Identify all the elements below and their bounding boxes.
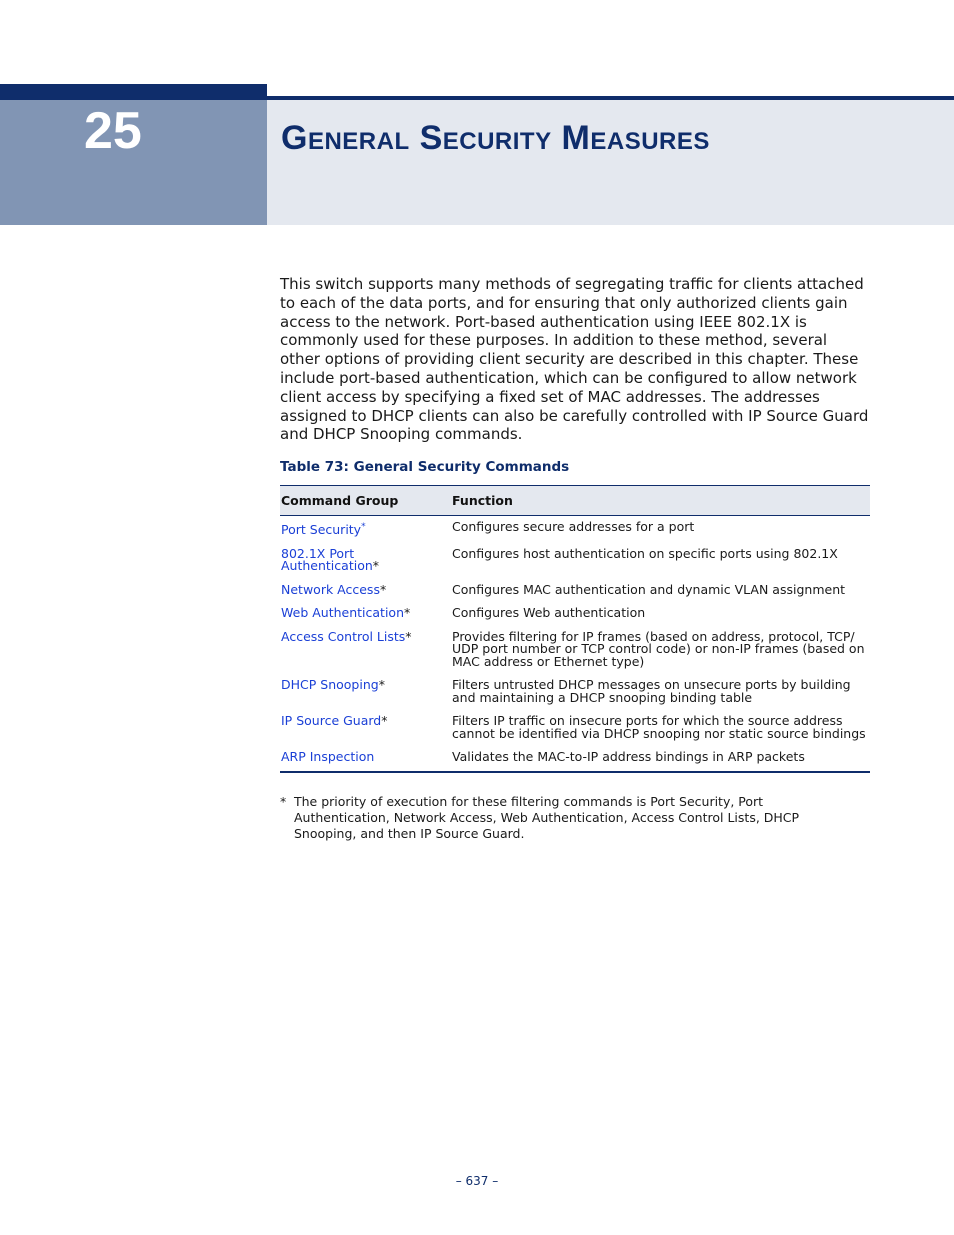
security-commands-table	[280, 485, 870, 773]
table-row	[280, 601, 870, 625]
command-group-cell	[280, 516, 452, 542]
command-group-cell	[280, 578, 452, 602]
command-group-cell	[280, 745, 452, 772]
function-cell: Provides filtering for IP frames (based on address, protocol, TCP/ UDP port number or TCP control code) or non-IP frames (based on MAC address or Ethernet type)	[452, 628, 865, 669]
footnote-marker: *	[372, 558, 380, 574]
table-row	[280, 709, 870, 745]
column-header-function: Function	[452, 486, 870, 516]
command-group-cell	[280, 625, 452, 674]
footnote-marker: *	[404, 605, 411, 621]
command-group-link[interactable]: Port Security	[281, 522, 362, 538]
table-footnote	[280, 794, 840, 842]
function-cell: Filters untrusted DHCP messages on unsecure ports by building and maintaining a DHCP snooping binding table	[452, 677, 851, 705]
column-header-command-group: Command Group	[280, 486, 452, 516]
command-group-cell	[280, 542, 452, 578]
table-row	[280, 745, 870, 772]
table-row	[280, 625, 870, 674]
function-cell: Configures secure addresses for a port	[452, 519, 695, 534]
table-caption: Table 73: General Security Commands	[280, 459, 570, 475]
table-row	[280, 578, 870, 602]
command-group-link[interactable]: 802.1X Port Authentication	[281, 545, 373, 574]
footnote-marker: *	[381, 713, 388, 729]
command-group-link[interactable]: ARP Inspection	[281, 749, 375, 765]
function-cell: Validates the MAC-to-IP address bindings in ARP packets	[452, 745, 870, 772]
function-cell: Configures Web authentication	[452, 605, 646, 621]
footnote-text: The priority of execution for these filtering commands is Port Security, Port Authentication, Network Access, Web Authentication, Access Control Lists, DHCP Snooping, and then IP Source Guard.	[294, 794, 800, 841]
chapter-title: General Security Measures	[281, 119, 710, 157]
footnote-marker: *	[405, 628, 412, 644]
command-group-cell	[280, 673, 452, 709]
command-group-link[interactable]: Access Control Lists	[281, 628, 406, 644]
intro-paragraph: This switch supports many methods of segregating traffic for clients attached to each of the data ports, and for ensuring that only authorized clients gain access to the network. Port-based authentication using IEEE 802.1X is commonly used for these purposes. In addition to these method, several other options of providing client security are described in this chapter. These include port-based authentication, which can be configured to allow network client access by specifying a fixed set of MAC addresses. The addresses assigned to DHCP clients can also be carefully controlled with IP Source Guard and DHCP Snooping commands.	[280, 275, 869, 444]
command-group-link[interactable]: Network Access	[281, 581, 380, 597]
function-cell: Configures host authentication on specific ports using 802.1X	[452, 545, 838, 561]
footnote-marker: *	[378, 677, 385, 693]
footnote-marker: *	[379, 581, 387, 597]
chapter-number: 25	[84, 102, 142, 160]
chapter-top-bar	[0, 84, 267, 100]
command-group-link[interactable]: Web Authentication	[281, 605, 404, 621]
table-row	[280, 673, 870, 709]
footnote-asterisk: *	[280, 794, 287, 809]
function-cell: Configures MAC authentication and dynamic VLAN assignment	[452, 581, 846, 597]
command-group-link[interactable]: IP Source Guard	[281, 713, 382, 729]
page-number: – 637 –	[455, 1174, 499, 1188]
table-row	[280, 542, 870, 578]
footnote-marker: *	[361, 522, 366, 532]
table-header-row	[280, 486, 870, 516]
command-group-cell	[280, 709, 452, 745]
command-group-link[interactable]: DHCP Snooping	[281, 677, 379, 693]
table-row	[280, 516, 870, 542]
command-group-cell	[280, 601, 452, 625]
function-cell: Filters IP traffic on insecure ports for which the source address cannot be identified via DHCP snooping nor static source bindings	[452, 713, 866, 741]
